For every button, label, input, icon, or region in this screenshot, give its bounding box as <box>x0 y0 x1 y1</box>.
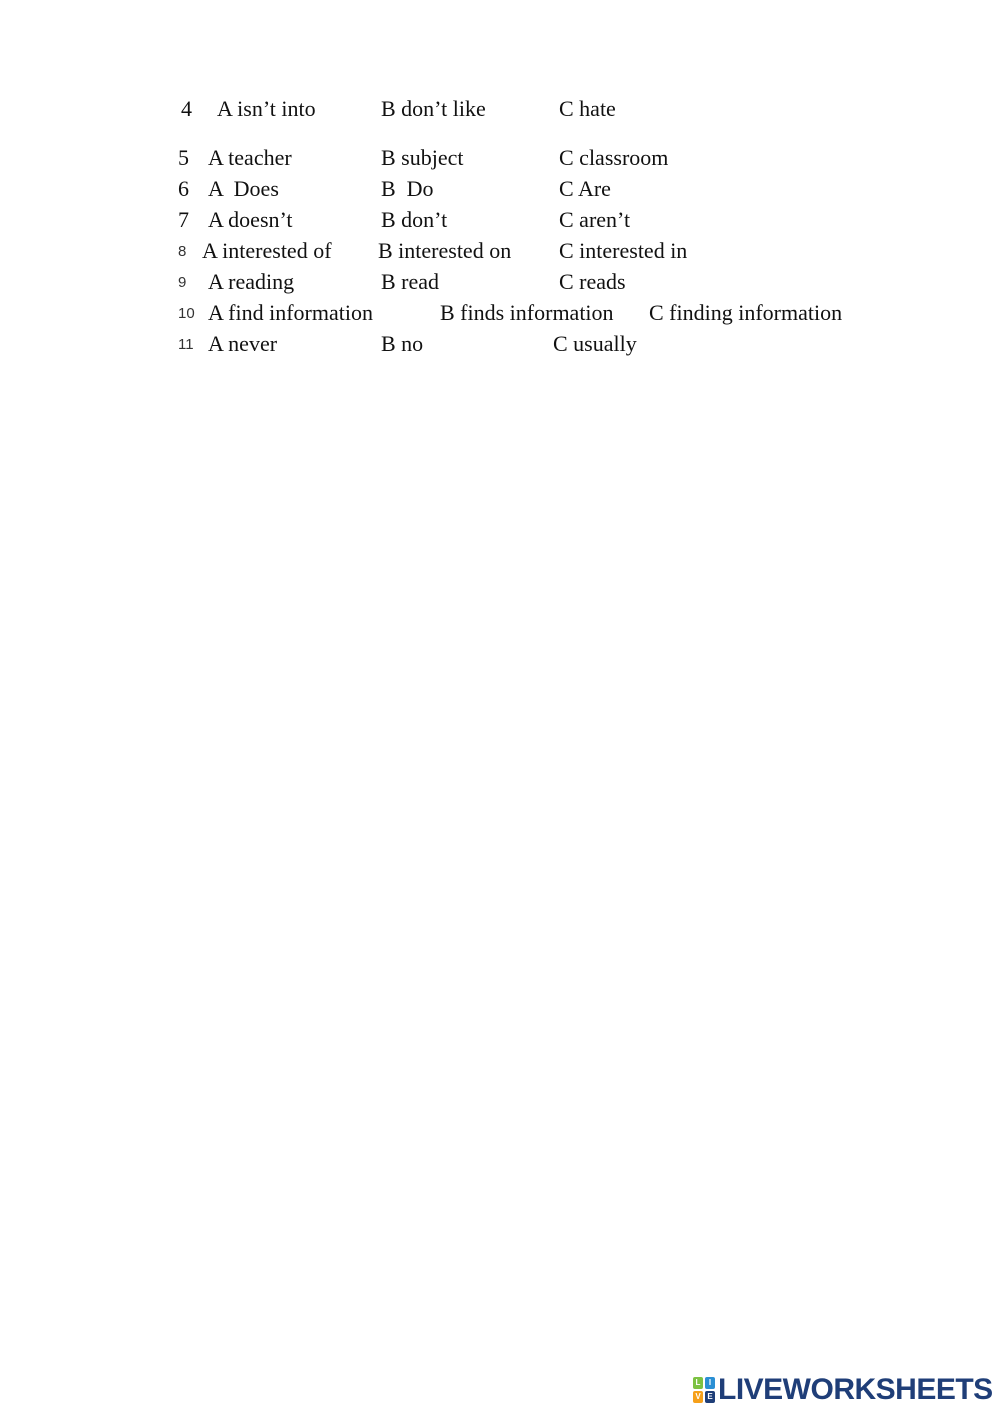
option-c: C classroom <box>559 145 669 170</box>
option-a: A interested of <box>202 238 332 263</box>
option-a: A reading <box>208 269 295 294</box>
option-a: A Does <box>208 176 279 201</box>
logo-wordmark: LIVEWORKSHEETS <box>718 1373 993 1406</box>
question-number: 4 <box>181 96 192 121</box>
logo-mark-e: E <box>705 1391 715 1403</box>
question-row-8 <box>0 237 1000 265</box>
logo-mark-l: L <box>693 1377 703 1389</box>
option-b: B no <box>381 331 424 356</box>
option-b: B don’t <box>381 207 448 232</box>
option-b: B don’t like <box>381 96 486 121</box>
question-number: 8 <box>178 243 187 260</box>
option-c: C finding information <box>649 300 843 325</box>
liveworksheets-logo[interactable] <box>693 1374 993 1406</box>
question-number: 6 <box>178 176 189 201</box>
option-a: A isn’t into <box>217 96 316 121</box>
option-c: C hate <box>559 96 616 121</box>
option-b: B finds information <box>440 300 614 325</box>
question-number: 5 <box>178 145 189 170</box>
option-a: A find information <box>208 300 373 325</box>
question-row-6 <box>0 175 1000 203</box>
logo-mark-v: V <box>693 1391 703 1403</box>
option-b: B read <box>381 269 440 294</box>
logo-mark-i: I <box>705 1377 715 1389</box>
question-number: 10 <box>178 305 195 322</box>
option-c: C aren’t <box>559 207 631 232</box>
option-c: C interested in <box>559 238 688 263</box>
question-row-11 <box>0 330 1000 358</box>
question-number: 11 <box>178 336 194 353</box>
question-row-10 <box>0 299 1000 327</box>
question-number: 9 <box>178 274 187 291</box>
question-row-9 <box>0 268 1000 296</box>
question-number: 7 <box>178 207 189 232</box>
question-row-4 <box>0 95 1000 123</box>
option-a: A never <box>208 331 278 356</box>
option-c: C reads <box>559 269 626 294</box>
question-row-7 <box>0 206 1000 234</box>
option-b: B interested on <box>378 238 512 263</box>
question-row-5 <box>0 144 1000 172</box>
option-b: B Do <box>381 176 434 201</box>
option-a: A teacher <box>208 145 292 170</box>
liveworksheets-logo-icon <box>693 1377 715 1403</box>
option-b: B subject <box>381 145 464 170</box>
option-c: C Are <box>559 176 611 201</box>
option-a: A doesn’t <box>208 207 293 232</box>
option-c: C usually <box>553 331 637 356</box>
